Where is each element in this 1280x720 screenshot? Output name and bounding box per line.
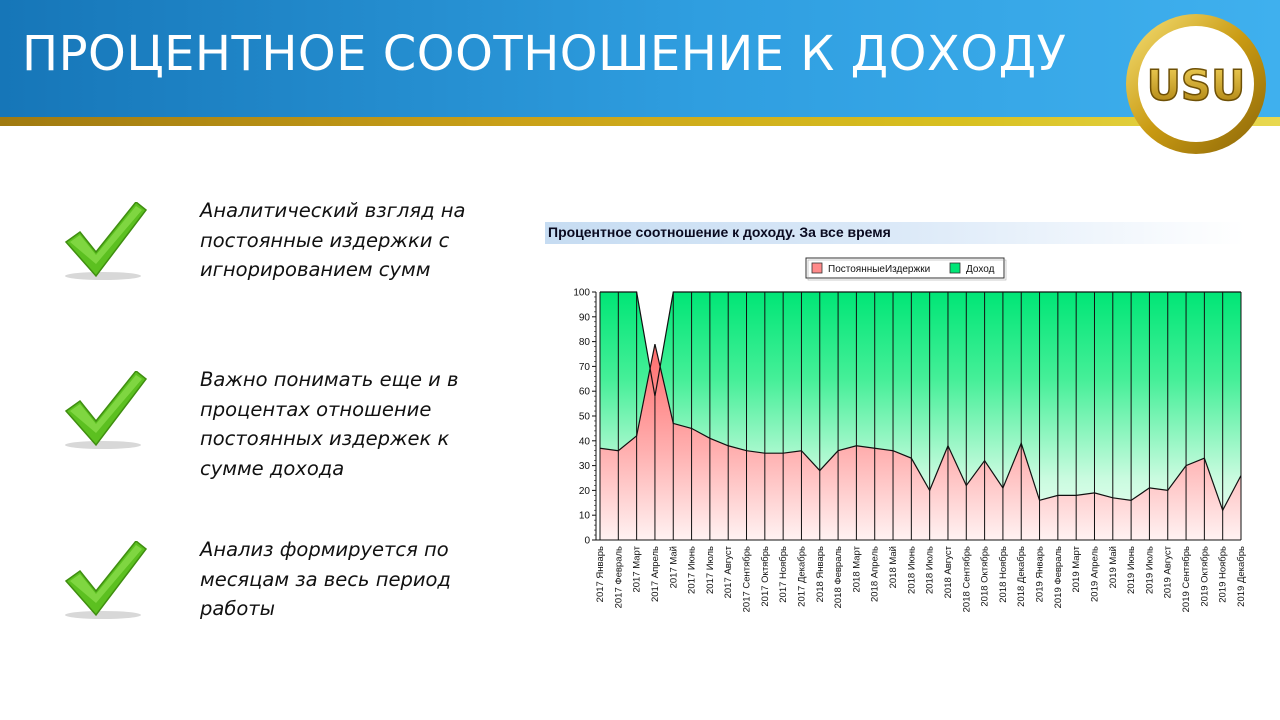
x-tick-label: 2019 Февраль — [1052, 546, 1064, 609]
x-tick-label: 2019 Декабрь — [1236, 546, 1247, 607]
x-tick-label: 2017 Февраль — [613, 546, 625, 609]
x-tick-label: 2018 Ноябрь — [997, 546, 1009, 603]
x-tick-label: 2018 Март — [851, 546, 863, 593]
x-tick-label: 2018 Июнь — [906, 546, 918, 594]
x-tick-label: 2018 Июль — [924, 546, 936, 595]
y-tick-label: 60 — [578, 386, 590, 398]
chart-legend — [806, 258, 1006, 280]
x-tick-label: 2019 Август — [1162, 546, 1174, 599]
x-tick-label: 2018 Август — [942, 546, 954, 599]
legend-swatch-income — [950, 263, 960, 273]
legend-swatch-costs — [812, 263, 822, 273]
x-tick-label: 2019 Июль — [1144, 546, 1156, 595]
legend-costs: ПостоянныеИздержки — [828, 264, 931, 275]
x-tick-label: 2017 Январь — [595, 546, 606, 603]
x-tick-label: 2017 Октябрь — [759, 546, 771, 607]
x-tick-label: 2019 Сентябрь — [1181, 546, 1193, 613]
x-tick-label: 2018 Декабрь — [1016, 546, 1028, 607]
x-tick-label: 2017 Май — [668, 546, 680, 589]
x-tick-label: 2018 Январь — [814, 546, 826, 603]
x-tick-label: 2019 Ноябрь — [1217, 546, 1229, 603]
x-tick-label: 2017 Апрель — [649, 546, 661, 602]
x-tick-label: 2017 Ноябрь — [778, 546, 790, 603]
legend-income: Доход — [966, 264, 995, 275]
y-tick-label: 80 — [578, 337, 590, 349]
x-tick-label: 2017 Декабрь — [796, 546, 808, 607]
y-tick-label: 10 — [578, 510, 590, 522]
bullet-text: Анализ формируется по месяцам за весь период работы — [200, 538, 451, 620]
y-tick-label: 100 — [573, 287, 590, 299]
x-tick-label: 2019 Май — [1107, 546, 1119, 589]
x-tick-label: 2018 Февраль — [833, 546, 845, 609]
y-tick-label: 40 — [578, 436, 590, 448]
page-title: ПРОЦЕНТНОЕ СООТНОШЕНИЕ К ДОХОДУ — [22, 26, 1067, 82]
chart-title: Процентное соотношение к доходу. За все время — [548, 224, 891, 240]
x-tick-label: 2019 Март — [1071, 546, 1083, 593]
x-tick-label: 2018 Апрель — [869, 546, 881, 602]
x-tick-label: 2017 Август — [723, 546, 735, 599]
y-tick-label: 50 — [578, 411, 590, 423]
x-tick-label: 2019 Октябрь — [1199, 546, 1211, 607]
x-tick-label: 2017 Сентябрь — [741, 546, 753, 613]
x-tick-label: 2018 Май — [888, 546, 900, 589]
x-tick-label: 2017 Март — [631, 546, 643, 593]
x-tick-label: 2017 Июнь — [686, 546, 698, 594]
bullet-text: Важно понимать еще и в процентах отношение постоянных издержек к сумме дохода — [200, 368, 459, 480]
y-tick-label: 70 — [578, 361, 590, 373]
x-tick-label: 2017 Июль — [704, 546, 716, 595]
y-tick-label: 20 — [578, 485, 590, 497]
x-tick-label: 2019 Январь — [1034, 546, 1046, 603]
y-tick-label: 0 — [584, 535, 590, 547]
x-tick-label: 2018 Октябрь — [979, 546, 991, 607]
logo-text: USU — [1146, 61, 1246, 110]
x-tick-label: 2019 Июнь — [1126, 546, 1138, 594]
x-tick-label: 2019 Апрель — [1089, 546, 1101, 602]
y-tick-label: 90 — [578, 312, 590, 324]
bullet-text: Аналитический взгляд на постоянные издержки с игнорированием сумм — [200, 199, 466, 281]
x-tick-label: 2018 Сентябрь — [961, 545, 973, 613]
y-tick-label: 30 — [578, 461, 590, 473]
